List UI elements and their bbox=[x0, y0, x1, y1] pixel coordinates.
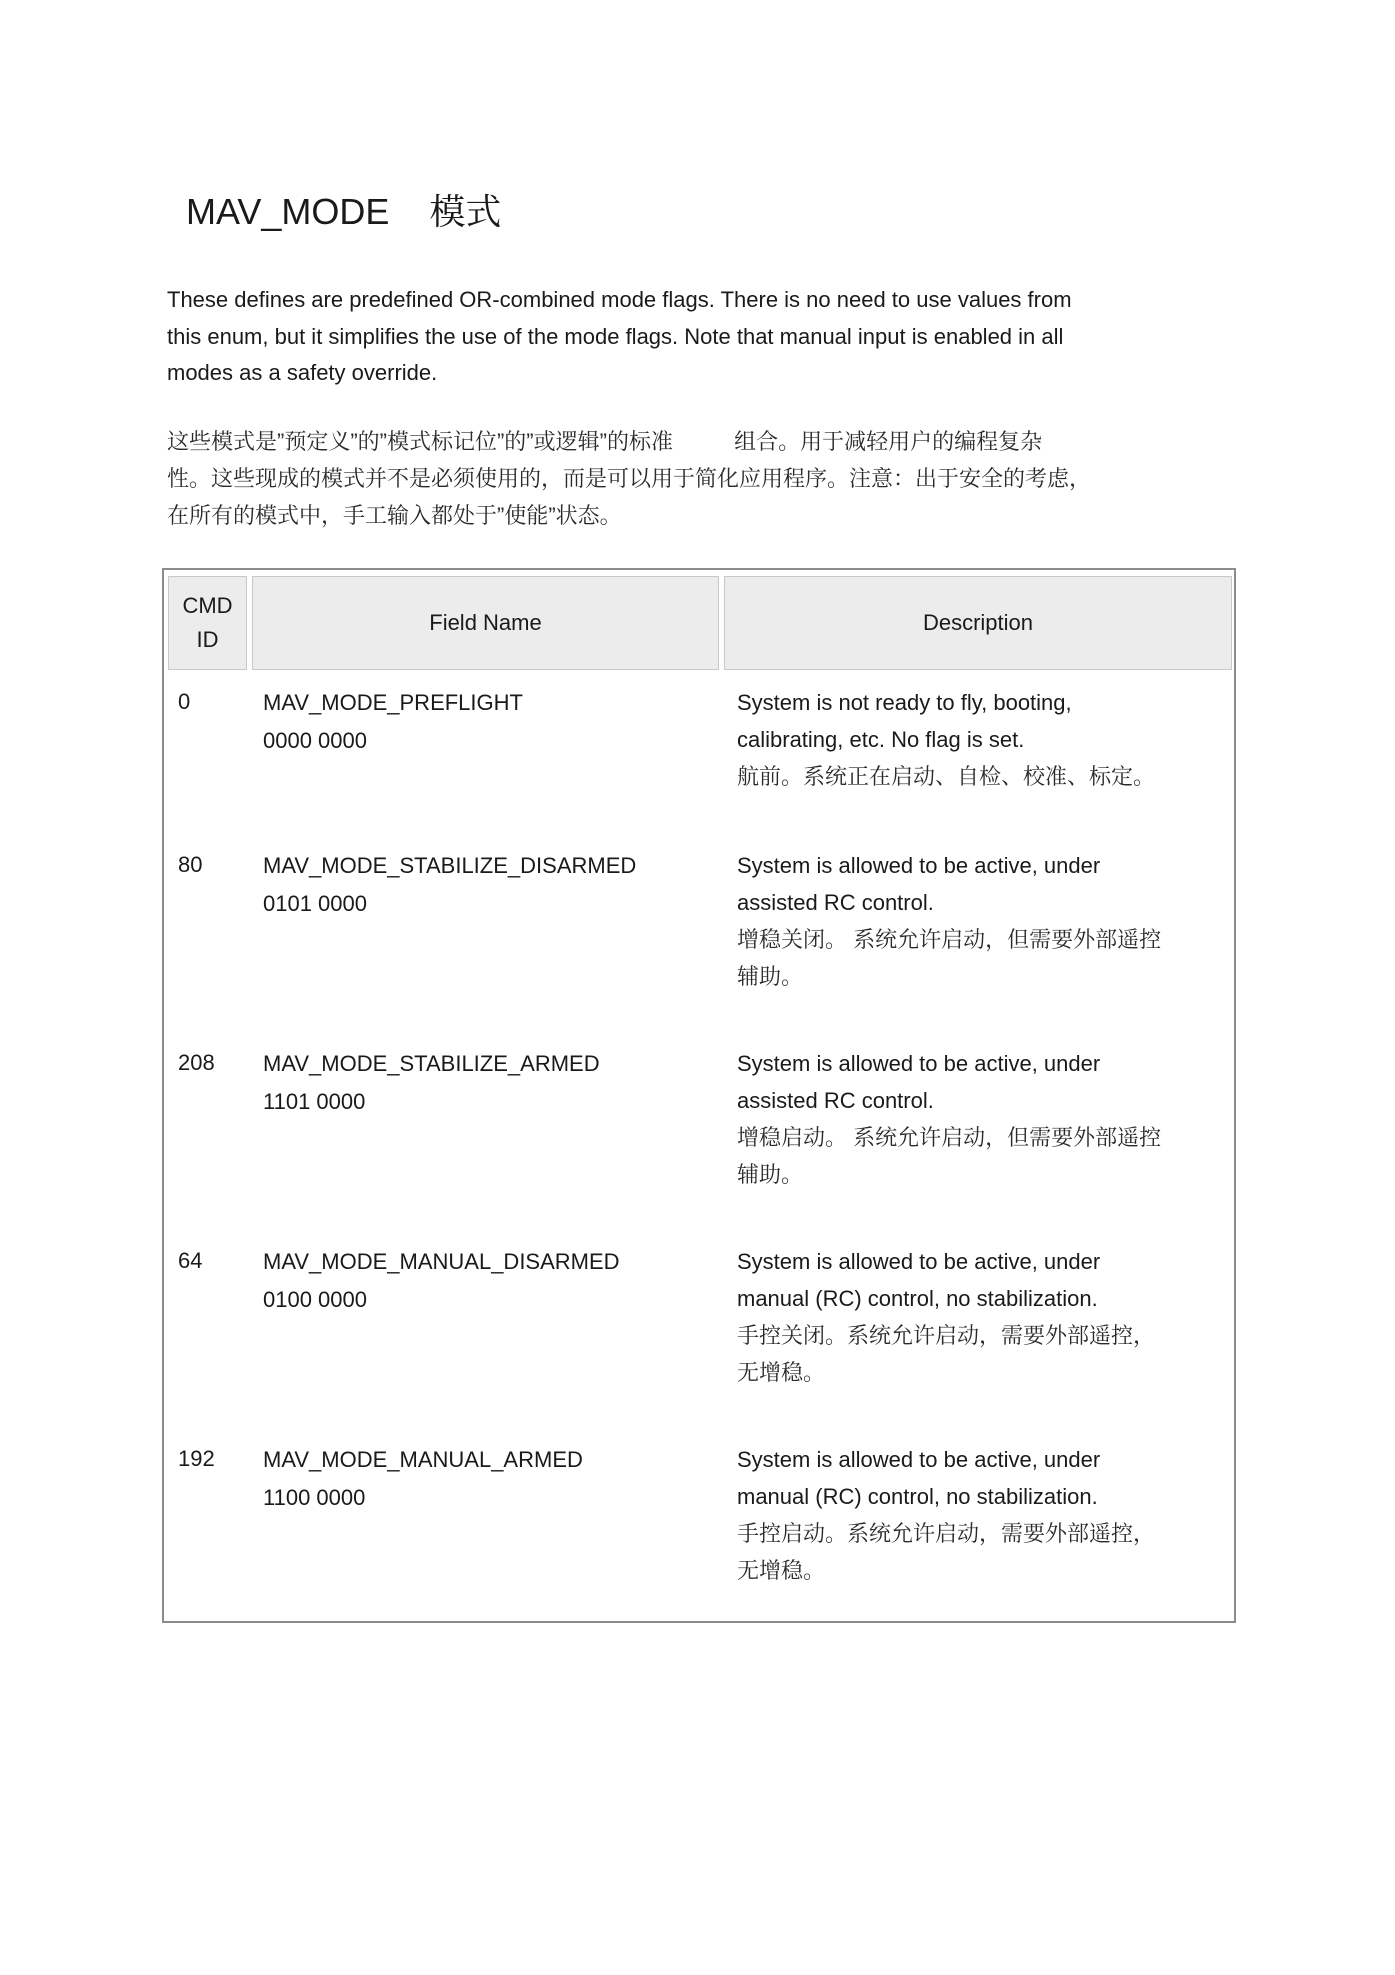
intro-cn-line: 这些模式是”预定义”的”模式标记位”的”或逻辑”的标准 组合。用于减轻用户的编程复杂 bbox=[167, 429, 1043, 454]
intro-paragraph-en bbox=[167, 282, 1167, 392]
page-title bbox=[186, 186, 501, 238]
header-field-name-label: Field Name bbox=[429, 610, 542, 635]
intro-en-line: These defines are predefined OR-combined mode flags. There is no need to use values from bbox=[167, 287, 1072, 312]
desc-cn-line: 航前。系统正在启动、自检、校准、标定。 bbox=[737, 764, 1156, 789]
description-cell bbox=[737, 1045, 1227, 1193]
desc-en-line: System is allowed to be active, under bbox=[737, 1447, 1101, 1472]
description-cell bbox=[737, 684, 1227, 795]
intro-en-line: modes as a safety override. bbox=[167, 360, 438, 385]
mode-bits: 0100 0000 bbox=[263, 1287, 367, 1312]
description-cell bbox=[737, 1243, 1227, 1391]
desc-en-line: System is not ready to fly, booting, bbox=[737, 690, 1072, 715]
desc-cn-line: 辅助。 bbox=[737, 964, 804, 989]
desc-en-line: System is allowed to be active, under bbox=[737, 1051, 1101, 1076]
intro-paragraph-cn bbox=[167, 423, 1227, 534]
desc-cn-line: 手控关闭。系统允许启动，需要外部遥控， bbox=[737, 1323, 1156, 1348]
cmd-id-cell: 0 bbox=[178, 689, 191, 714]
cmd-id-cell: 64 bbox=[178, 1248, 203, 1273]
intro-cn-line: 性。这些现成的模式并不是必须使用的，而是可以用于简化应用程序。注意：出于安全的考虑， bbox=[167, 466, 1092, 491]
header-cmd-id bbox=[168, 576, 247, 670]
description-cell bbox=[737, 847, 1227, 995]
mode-bits: 1101 0000 bbox=[263, 1089, 366, 1114]
header-cmd-id-label: CMD ID bbox=[182, 593, 233, 652]
desc-cn-line: 辅助。 bbox=[737, 1162, 804, 1187]
mode-bits: 0000 0000 bbox=[263, 728, 367, 753]
header-description bbox=[724, 576, 1232, 670]
mode-name: MAV_MODE_MANUAL_DISARMED bbox=[263, 1249, 620, 1274]
field-name-cell bbox=[263, 1441, 583, 1517]
field-name-cell bbox=[263, 1045, 600, 1121]
mode-name: MAV_MODE_STABILIZE_DISARMED bbox=[263, 853, 637, 878]
cmd-id-cell: 208 bbox=[178, 1050, 215, 1075]
desc-en-line: assisted RC control. bbox=[737, 890, 934, 915]
desc-cn-line: 增稳关闭。 系统允许启动，但需要外部遥控 bbox=[737, 927, 1162, 952]
cmd-id-cell: 80 bbox=[178, 852, 203, 877]
mode-bits: 1100 0000 bbox=[263, 1485, 366, 1510]
field-name-cell bbox=[263, 684, 523, 760]
mode-name: MAV_MODE_MANUAL_ARMED bbox=[263, 1447, 583, 1472]
desc-en-line: System is allowed to be active, under bbox=[737, 853, 1101, 878]
description-cell bbox=[737, 1441, 1227, 1589]
desc-cn-line: 增稳启动。 系统允许启动，但需要外部遥控 bbox=[737, 1125, 1162, 1150]
mode-name: MAV_MODE_STABILIZE_ARMED bbox=[263, 1051, 600, 1076]
mode-name: MAV_MODE_PREFLIGHT bbox=[263, 690, 523, 715]
cmd-id-cell: 192 bbox=[178, 1446, 215, 1471]
title-en: MAV_MODE bbox=[186, 191, 390, 232]
desc-cn-line: 无增稳。 bbox=[737, 1360, 826, 1385]
header-description-label: Description bbox=[922, 610, 1034, 635]
header-field-name bbox=[252, 576, 719, 670]
desc-en-line: System is allowed to be active, under bbox=[737, 1249, 1101, 1274]
intro-en-line: this enum, but it simplifies the use of the mode flags. Note that manual input is enabled in all bbox=[167, 323, 1064, 349]
desc-en-line: manual (RC) control, no stabilization. bbox=[737, 1484, 1098, 1509]
desc-en-line: assisted RC control. bbox=[737, 1088, 934, 1113]
desc-en-line: manual (RC) control, no stabilization. bbox=[737, 1286, 1098, 1311]
mode-table bbox=[162, 568, 1236, 1623]
mode-bits: 0101 0000 bbox=[263, 891, 367, 916]
desc-cn-line: 手控启动。系统允许启动，需要外部遥控， bbox=[737, 1521, 1156, 1546]
desc-en-line: calibrating, etc. No flag is set. bbox=[737, 727, 1025, 752]
field-name-cell bbox=[263, 847, 636, 923]
title-cn: 模式 bbox=[429, 191, 502, 232]
field-name-cell bbox=[263, 1243, 620, 1319]
desc-cn-line: 无增稳。 bbox=[737, 1558, 826, 1583]
intro-cn-line: 在所有的模式中，手工输入都处于”使能”状态。 bbox=[167, 503, 622, 528]
